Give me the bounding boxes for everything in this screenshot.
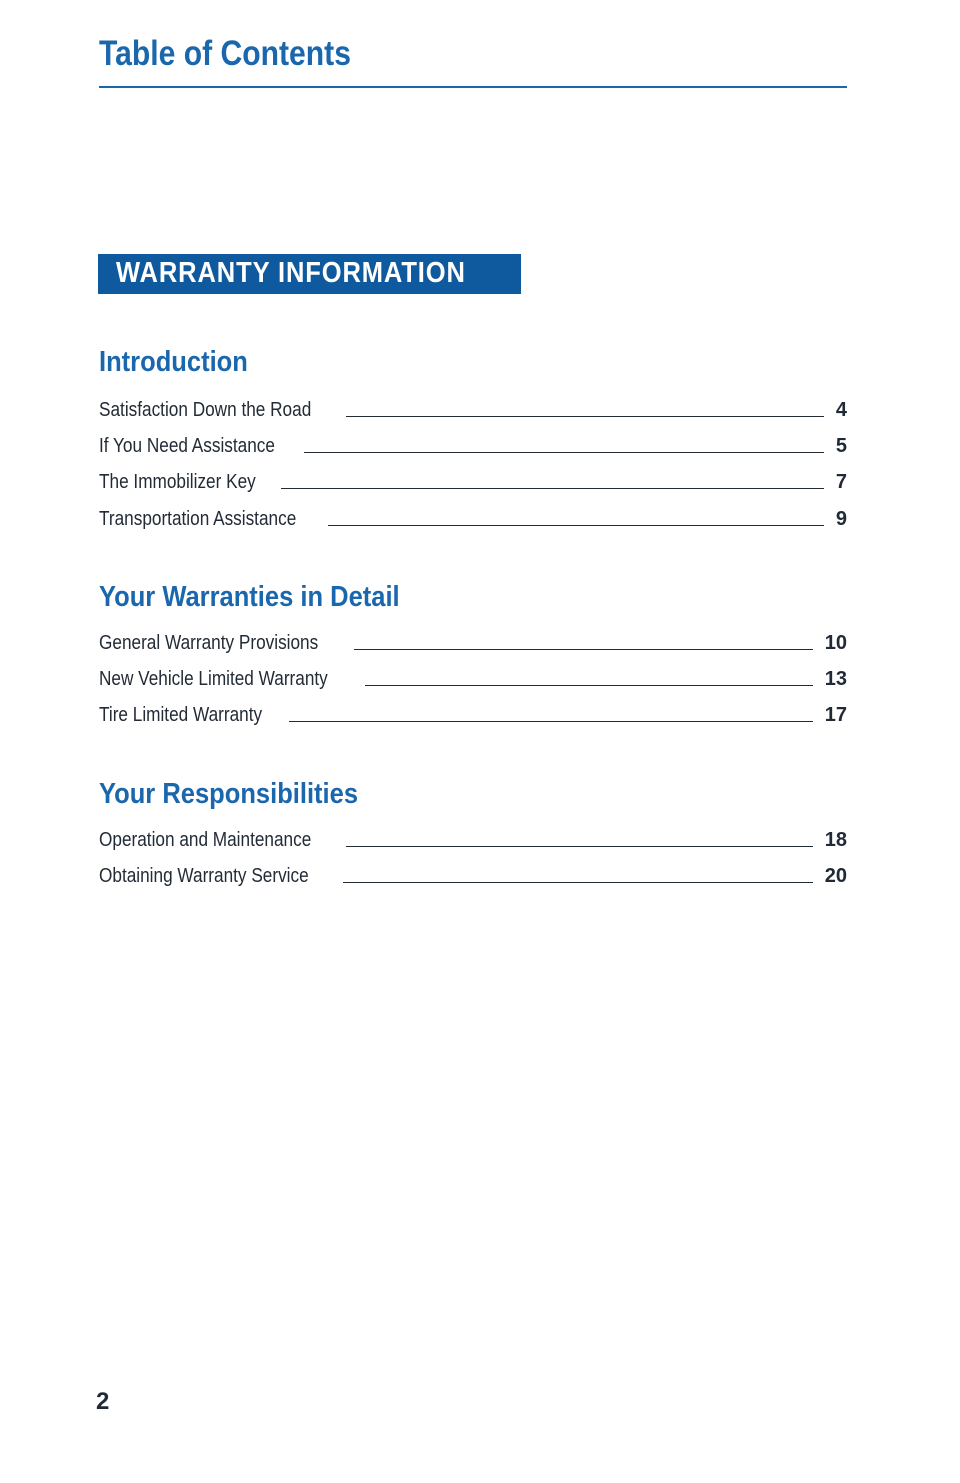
- leader-line: [346, 845, 813, 847]
- leader-line: [354, 648, 813, 650]
- title-divider: [99, 86, 847, 88]
- toc-entry-page: 20: [824, 865, 847, 887]
- leader-line: [289, 720, 813, 722]
- page-title: Table of Contents: [99, 34, 351, 73]
- toc-entry-page: 7: [835, 471, 847, 493]
- toc-entry-label: If You Need Assistance: [99, 435, 275, 457]
- section-heading-introduction: Introduction: [99, 346, 248, 378]
- toc-entry-label: Operation and Maintenance: [99, 829, 312, 851]
- toc-entry-label: Satisfaction Down the Road: [99, 399, 312, 421]
- toc-entry[interactable]: [99, 466, 847, 494]
- toc-entry-page: 4: [835, 399, 847, 421]
- section-banner: [98, 254, 521, 294]
- toc-entry[interactable]: [99, 394, 847, 422]
- toc-entry[interactable]: [99, 663, 847, 691]
- toc-entry[interactable]: [99, 860, 847, 888]
- leader-line: [346, 415, 824, 417]
- leader-line: [365, 684, 813, 686]
- toc-entry[interactable]: [99, 430, 847, 458]
- leader-line: [343, 881, 813, 883]
- toc-entry-page: 13: [824, 668, 847, 690]
- toc-entry-label: Transportation Assistance: [99, 508, 297, 530]
- leader-line: [281, 487, 824, 489]
- toc-entry-label: General Warranty Provisions: [99, 632, 319, 654]
- toc-entry-label: New Vehicle Limited Warranty: [99, 668, 328, 690]
- toc-entry-page: 10: [824, 632, 847, 654]
- toc-entry-page: 9: [835, 508, 847, 530]
- toc-entry-label: The Immobilizer Key: [99, 471, 256, 493]
- toc-entry-page: 5: [835, 435, 847, 457]
- toc-entry[interactable]: [99, 627, 847, 655]
- banner-label: WARRANTY INFORMATION: [116, 257, 466, 289]
- toc-entry-page: 17: [824, 704, 847, 726]
- leader-line: [328, 524, 824, 526]
- section-heading-responsibilities: Your Responsibilities: [99, 778, 359, 810]
- leader-line: [304, 451, 824, 453]
- toc-entry-label: Tire Limited Warranty: [99, 704, 263, 726]
- toc-entry-page: 18: [824, 829, 847, 851]
- page-number: 2: [96, 1388, 110, 1415]
- toc-entry[interactable]: [99, 824, 847, 852]
- toc-entry[interactable]: [99, 699, 847, 727]
- toc-entry[interactable]: [99, 503, 847, 531]
- toc-entry-label: Obtaining Warranty Service: [99, 865, 309, 887]
- section-heading-warranties: Your Warranties in Detail: [99, 581, 400, 613]
